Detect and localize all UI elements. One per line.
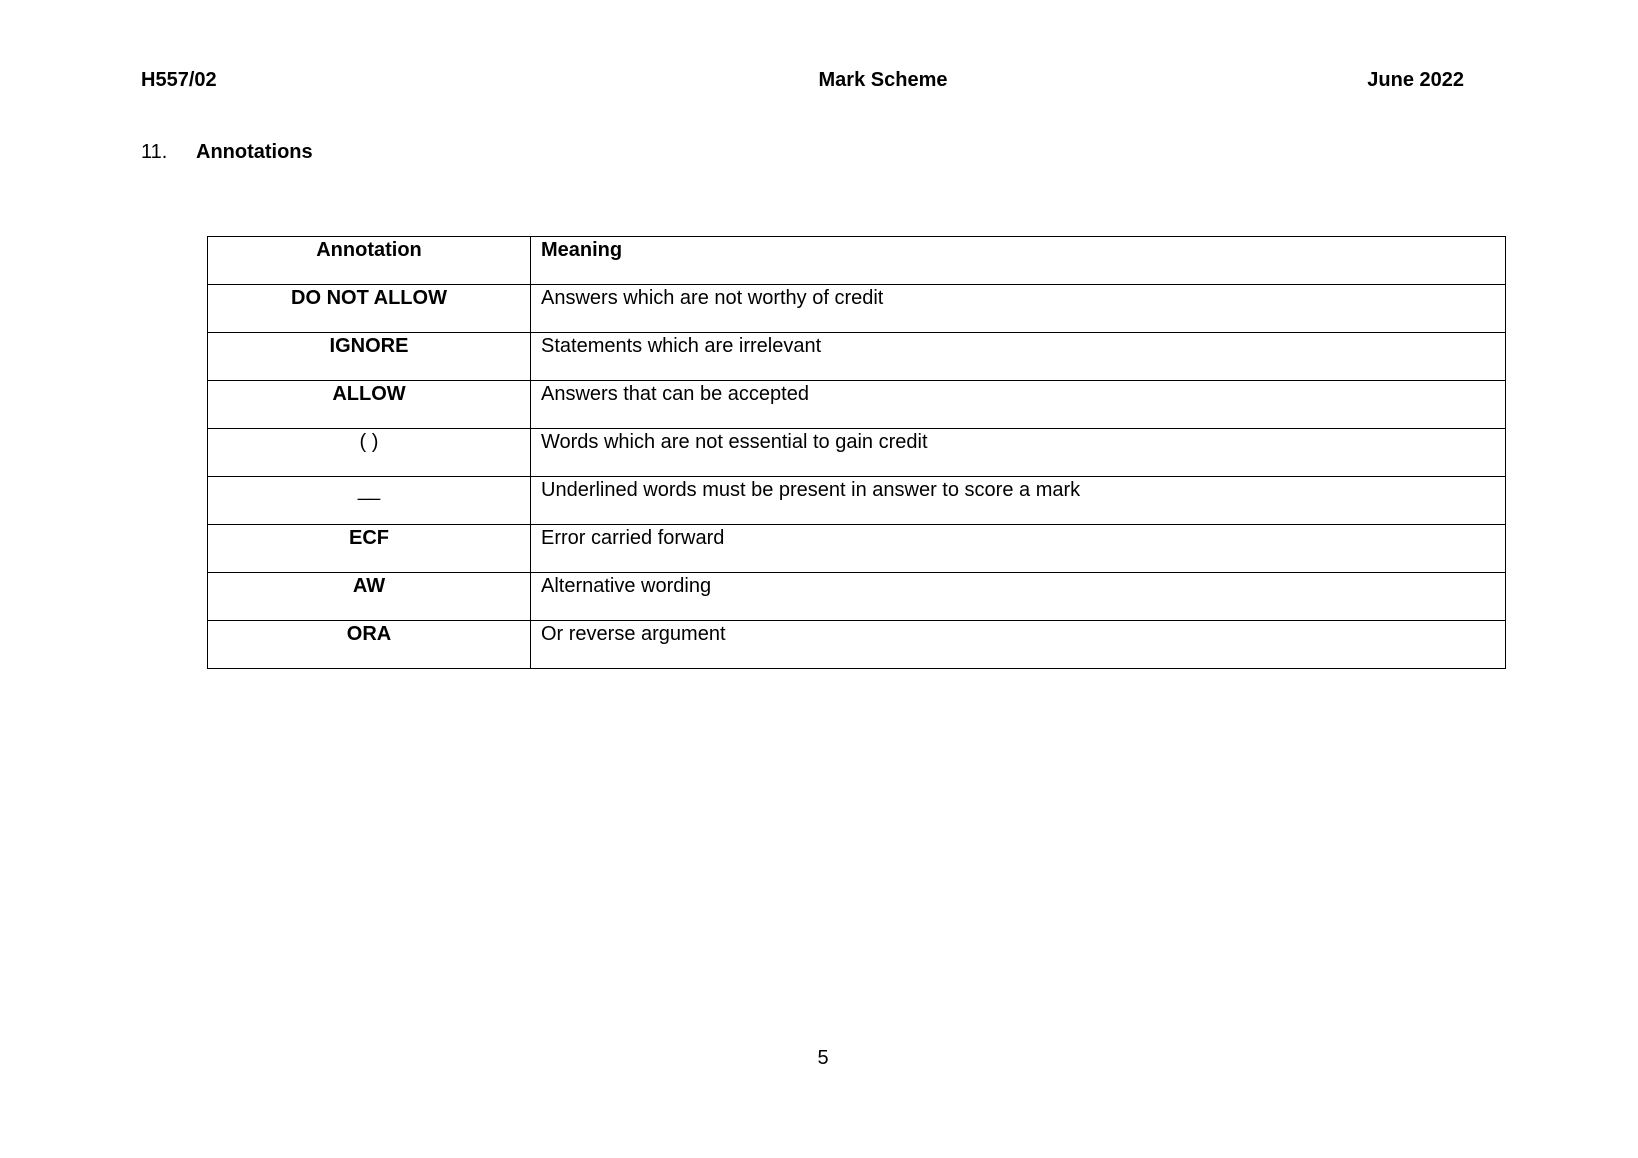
section-number: 11. bbox=[141, 141, 168, 163]
page-number: 5 bbox=[817, 1047, 829, 1069]
annotation-cell: ALLOW bbox=[208, 381, 531, 429]
meaning-cell: Statements which are irrelevant bbox=[531, 333, 1506, 381]
annotation-cell: IGNORE bbox=[208, 333, 531, 381]
column-header-annotation: Annotation bbox=[208, 237, 531, 285]
column-header-meaning: Meaning bbox=[531, 237, 1506, 285]
annotation-cell: DO NOT ALLOW bbox=[208, 285, 531, 333]
annotations-table bbox=[207, 236, 1506, 669]
table-row bbox=[208, 381, 1506, 429]
meaning-cell: Error carried forward bbox=[531, 525, 1506, 573]
document-date: June 2022 bbox=[1367, 69, 1464, 91]
meaning-cell: Underlined words must be present in answer to score a mark bbox=[531, 477, 1506, 525]
meaning-cell: Answers which are not worthy of credit bbox=[531, 285, 1506, 333]
section-heading bbox=[141, 140, 313, 164]
table-row bbox=[208, 621, 1506, 669]
meaning-cell: Words which are not essential to gain credit bbox=[531, 429, 1506, 477]
document-title: Mark Scheme bbox=[818, 69, 948, 91]
annotation-cell: ( ) bbox=[208, 429, 531, 477]
meaning-cell: Or reverse argument bbox=[531, 621, 1506, 669]
annotation-cell: ORA bbox=[208, 621, 531, 669]
table-row bbox=[208, 333, 1506, 381]
table-row bbox=[208, 573, 1506, 621]
section-title: Annotations bbox=[196, 141, 313, 163]
meaning-cell: Answers that can be accepted bbox=[531, 381, 1506, 429]
table-row bbox=[208, 429, 1506, 477]
document-code: H557/02 bbox=[141, 69, 217, 91]
annotation-cell: AW bbox=[208, 573, 531, 621]
table-row bbox=[208, 477, 1506, 525]
meaning-cell: Alternative wording bbox=[531, 573, 1506, 621]
table-header-row bbox=[208, 237, 1506, 285]
table-row bbox=[208, 525, 1506, 573]
table-row bbox=[208, 285, 1506, 333]
annotation-cell: ECF bbox=[208, 525, 531, 573]
annotation-cell: __ bbox=[208, 477, 531, 525]
